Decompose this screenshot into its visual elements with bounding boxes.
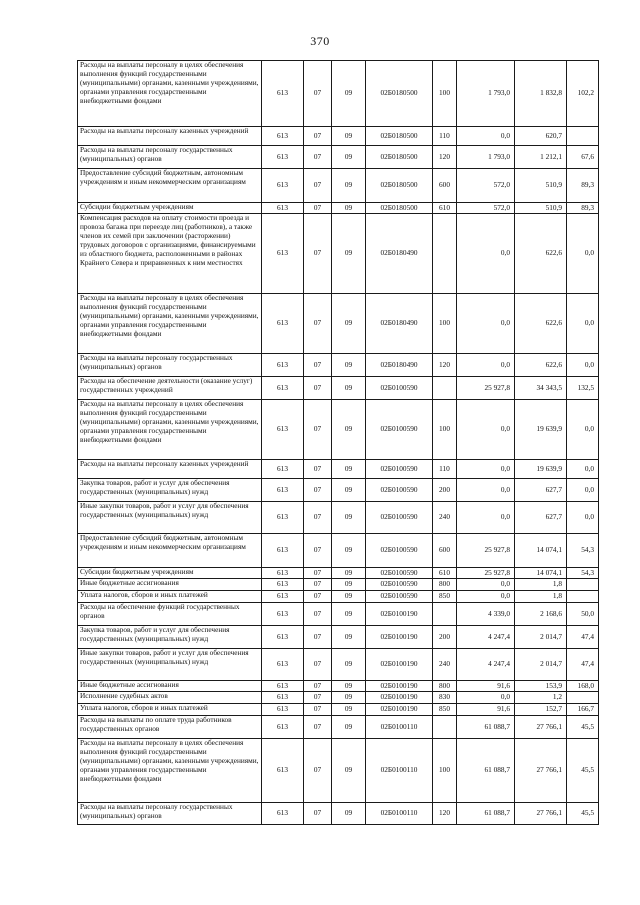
row-planned-amount: 0,0 [457,591,515,603]
table-row [78,61,599,127]
row-planned-amount: 0,0 [457,127,515,146]
row-name: Расходы на обеспечение функций государственных органов [78,603,262,626]
row-section-code: 07 [304,294,332,354]
row-expense-type-code: 800 [433,681,457,692]
row-planned-amount: 91,6 [457,681,515,692]
row-target-article-code: 02Б0180500 [366,146,433,169]
table-row [78,579,599,591]
row-planned-amount: 61 088,7 [457,803,515,825]
row-subsection-code: 09 [332,739,366,803]
table-row [78,534,599,568]
row-planned-amount: 0,0 [457,460,515,479]
row-execution-percent: 47,4 [567,626,599,649]
row-name: Субсидии бюджетным учреждениям [78,203,262,214]
row-name: Иные бюджетные ассигнования [78,579,262,591]
row-expense-type-code: 120 [433,354,457,377]
row-target-article-code: 02Б0100110 [366,803,433,825]
row-name: Иные бюджетные ассигнования [78,681,262,692]
row-grbs-code: 613 [262,61,304,127]
row-target-article-code: 02Б0100590 [366,579,433,591]
row-target-article-code: 02Б0100190 [366,692,433,704]
row-subsection-code: 09 [332,704,366,716]
row-expense-type-code: 830 [433,692,457,704]
budget-table [77,60,599,825]
row-section-code: 07 [304,649,332,681]
row-expense-type-code: 200 [433,626,457,649]
row-section-code: 07 [304,169,332,203]
table-row [78,502,599,534]
row-expense-type-code: 100 [433,739,457,803]
row-grbs-code: 613 [262,354,304,377]
row-section-code: 07 [304,146,332,169]
row-expense-type-code [433,603,457,626]
row-expense-type-code [433,716,457,739]
row-subsection-code: 09 [332,354,366,377]
row-expense-type-code: 240 [433,502,457,534]
table-row [78,626,599,649]
row-section-code: 07 [304,400,332,460]
row-name: Компенсация расходов на оплату стоимости проезда и провоза багажа при переезде лиц (работников), а также членов их семей при заключении (расторжении) трудовых договоров с организациями, финансируемыми из областного бюджета, расположенными в районах Крайнего Севера и приравненных к ним местностях [78,214,262,294]
row-name: Предоставление субсидий бюджетным, автономным учреждениям и иным некоммерческим организациям [78,169,262,203]
row-section-code: 07 [304,61,332,127]
row-name: Уплата налогов, сборов и иных платежей [78,704,262,716]
row-target-article-code: 02Б0100190 [366,681,433,692]
row-expense-type-code: 600 [433,169,457,203]
row-subsection-code: 09 [332,649,366,681]
row-section-code: 07 [304,626,332,649]
row-actual-amount: 622,6 [515,354,567,377]
row-target-article-code: 02Б0100590 [366,568,433,579]
row-expense-type-code: 100 [433,400,457,460]
row-name: Закупка товаров, работ и услуг для обеспечения государственных (муниципальных) нужд [78,479,262,502]
row-expense-type-code: 120 [433,803,457,825]
row-execution-percent [567,591,599,603]
row-planned-amount: 0,0 [457,479,515,502]
row-section-code: 07 [304,127,332,146]
row-target-article-code: 02Б0100590 [366,460,433,479]
row-planned-amount: 4 247,4 [457,649,515,681]
row-execution-percent: 47,4 [567,649,599,681]
row-subsection-code: 09 [332,146,366,169]
table-row [78,354,599,377]
row-section-code: 07 [304,681,332,692]
row-execution-percent: 89,3 [567,203,599,214]
row-grbs-code: 613 [262,681,304,692]
row-target-article-code: 02Б0180490 [366,354,433,377]
table-row [78,649,599,681]
row-section-code: 07 [304,739,332,803]
row-execution-percent: 102,2 [567,61,599,127]
row-subsection-code: 09 [332,169,366,203]
row-section-code: 07 [304,568,332,579]
row-execution-percent: 89,3 [567,169,599,203]
row-subsection-code: 09 [332,400,366,460]
row-actual-amount: 27 766,1 [515,716,567,739]
row-subsection-code: 09 [332,803,366,825]
row-execution-percent: 54,3 [567,534,599,568]
table-row [78,127,599,146]
row-actual-amount: 627,7 [515,502,567,534]
row-expense-type-code: 200 [433,479,457,502]
row-grbs-code: 613 [262,502,304,534]
row-target-article-code: 02Б0100190 [366,704,433,716]
row-execution-percent: 45,5 [567,739,599,803]
row-actual-amount: 622,6 [515,214,567,294]
row-target-article-code: 02Б0180490 [366,294,433,354]
row-actual-amount: 622,6 [515,294,567,354]
row-subsection-code: 09 [332,603,366,626]
row-expense-type-code: 610 [433,568,457,579]
row-grbs-code: 613 [262,146,304,169]
row-target-article-code: 02Б0100110 [366,739,433,803]
row-actual-amount: 2 168,6 [515,603,567,626]
row-planned-amount: 25 927,8 [457,534,515,568]
row-section-code: 07 [304,460,332,479]
row-actual-amount: 19 639,9 [515,400,567,460]
table-row [78,692,599,704]
row-name: Исполнение судебных актов [78,692,262,704]
row-section-code: 07 [304,377,332,400]
row-grbs-code: 613 [262,460,304,479]
row-execution-percent: 166,7 [567,704,599,716]
row-actual-amount: 1,8 [515,579,567,591]
row-planned-amount: 25 927,8 [457,568,515,579]
row-subsection-code: 09 [332,377,366,400]
table-row [78,203,599,214]
row-section-code: 07 [304,603,332,626]
row-target-article-code: 02Б0100190 [366,603,433,626]
row-name: Расходы на выплаты персоналу в целях обеспечения выполнения функций государственными (муниципальными) органами, казенными учреждениями, органами управления государственными внебюджетными фондами [78,739,262,803]
row-planned-amount: 4 247,4 [457,626,515,649]
table-row [78,214,599,294]
row-target-article-code: 02Б0180500 [366,203,433,214]
row-execution-percent: 67,6 [567,146,599,169]
table-row [78,681,599,692]
row-actual-amount: 2 014,7 [515,626,567,649]
row-subsection-code: 09 [332,479,366,502]
row-section-code: 07 [304,479,332,502]
row-execution-percent: 54,3 [567,568,599,579]
row-grbs-code: 613 [262,626,304,649]
row-grbs-code: 613 [262,603,304,626]
row-grbs-code: 613 [262,214,304,294]
row-expense-type-code: 240 [433,649,457,681]
row-name: Расходы на выплаты персоналу в целях обеспечения выполнения функций государственными (муниципальными) органами, казенными учреждениями, органами управления государственными внебюджетными фондами [78,400,262,460]
row-planned-amount: 4 339,0 [457,603,515,626]
row-planned-amount: 61 088,7 [457,739,515,803]
row-name: Расходы на выплаты по оплате труда работников государственных органов [78,716,262,739]
row-target-article-code: 02Б0100190 [366,626,433,649]
row-actual-amount: 14 074,1 [515,568,567,579]
row-expense-type-code: 800 [433,579,457,591]
row-grbs-code: 613 [262,579,304,591]
row-name: Предоставление субсидий бюджетным, автономным учреждениям и иным некоммерческим организациям [78,534,262,568]
row-grbs-code: 613 [262,716,304,739]
page-number: 370 [310,34,330,48]
row-execution-percent: 0,0 [567,400,599,460]
row-planned-amount: 0,0 [457,579,515,591]
row-name: Расходы на выплаты персоналу государственных (муниципальных) органов [78,354,262,377]
table-row [78,716,599,739]
row-execution-percent [567,579,599,591]
row-section-code: 07 [304,214,332,294]
row-target-article-code: 02Б0100590 [366,534,433,568]
table-row [78,169,599,203]
row-grbs-code: 613 [262,203,304,214]
row-section-code: 07 [304,203,332,214]
row-planned-amount: 61 088,7 [457,716,515,739]
row-planned-amount: 91,6 [457,704,515,716]
row-expense-type-code: 100 [433,61,457,127]
row-target-article-code: 02Б0100590 [366,502,433,534]
row-grbs-code: 613 [262,479,304,502]
row-actual-amount: 1 212,1 [515,146,567,169]
row-target-article-code: 02Б0180500 [366,127,433,146]
row-subsection-code: 09 [332,591,366,603]
row-name: Иные закупки товаров, работ и услуг для обеспечения государственных (муниципальных) нужд [78,502,262,534]
row-execution-percent: 0,0 [567,479,599,502]
row-actual-amount: 510,9 [515,169,567,203]
row-execution-percent: 0,0 [567,294,599,354]
row-section-code: 07 [304,354,332,377]
row-execution-percent [567,127,599,146]
row-grbs-code: 613 [262,739,304,803]
row-actual-amount: 34 343,5 [515,377,567,400]
row-target-article-code: 02Б0180500 [366,169,433,203]
row-actual-amount: 27 766,1 [515,803,567,825]
table-row [78,704,599,716]
row-expense-type-code: 850 [433,704,457,716]
table-row [78,603,599,626]
row-name: Расходы на выплаты персоналу в целях обеспечения выполнения функций государственными (муниципальными) органами, казенными учреждениями, органами управления государственными внебюджетными фондами [78,61,262,127]
row-actual-amount: 153,9 [515,681,567,692]
row-actual-amount: 27 766,1 [515,739,567,803]
row-execution-percent: 168,0 [567,681,599,692]
row-name: Расходы на выплаты персоналу казенных учреждений [78,127,262,146]
row-actual-amount: 1 832,8 [515,61,567,127]
row-execution-percent: 0,0 [567,502,599,534]
row-expense-type-code: 600 [433,534,457,568]
row-actual-amount: 19 639,9 [515,460,567,479]
row-subsection-code: 09 [332,214,366,294]
row-actual-amount: 620,7 [515,127,567,146]
row-execution-percent: 132,5 [567,377,599,400]
row-subsection-code: 09 [332,692,366,704]
row-target-article-code: 02Б0180490 [366,214,433,294]
row-subsection-code: 09 [332,294,366,354]
row-grbs-code: 613 [262,534,304,568]
table-row [78,568,599,579]
row-name: Закупка товаров, работ и услуг для обеспечения государственных (муниципальных) нужд [78,626,262,649]
row-planned-amount: 25 927,8 [457,377,515,400]
row-name: Расходы на выплаты персоналу государственных (муниципальных) органов [78,146,262,169]
row-planned-amount: 572,0 [457,203,515,214]
row-execution-percent: 0,0 [567,354,599,377]
row-planned-amount: 1 793,0 [457,61,515,127]
row-subsection-code: 09 [332,681,366,692]
row-execution-percent [567,692,599,704]
row-section-code: 07 [304,803,332,825]
row-expense-type-code: 100 [433,294,457,354]
row-planned-amount: 0,0 [457,354,515,377]
row-grbs-code: 613 [262,591,304,603]
row-section-code: 07 [304,591,332,603]
row-grbs-code: 613 [262,803,304,825]
table-row [78,803,599,825]
row-execution-percent: 45,5 [567,803,599,825]
row-subsection-code: 09 [332,534,366,568]
row-name: Расходы на выплаты персоналу казенных учреждений [78,460,262,479]
row-name: Расходы на обеспечение деятельности (оказание услуг) государственных учреждений [78,377,262,400]
row-expense-type-code [433,377,457,400]
row-actual-amount: 152,7 [515,704,567,716]
row-grbs-code: 613 [262,169,304,203]
row-subsection-code: 09 [332,579,366,591]
row-expense-type-code: 610 [433,203,457,214]
row-grbs-code: 613 [262,127,304,146]
row-target-article-code: 02Б0100590 [366,377,433,400]
row-subsection-code: 09 [332,716,366,739]
row-target-article-code: 02Б0100110 [366,716,433,739]
row-actual-amount: 1,8 [515,591,567,603]
row-subsection-code: 09 [332,127,366,146]
row-section-code: 07 [304,692,332,704]
row-name: Расходы на выплаты персоналу в целях обеспечения выполнения функций государственными (муниципальными) органами, казенными учреждениями, органами управления государственными внебюджетными фондами [78,294,262,354]
row-planned-amount: 572,0 [457,169,515,203]
row-expense-type-code: 120 [433,146,457,169]
row-target-article-code: 02Б0100590 [366,479,433,502]
row-name: Расходы на выплаты персоналу государственных (муниципальных) органов [78,803,262,825]
row-target-article-code: 02Б0100190 [366,649,433,681]
table-row [78,739,599,803]
row-subsection-code: 09 [332,61,366,127]
row-expense-type-code: 110 [433,460,457,479]
row-planned-amount: 0,0 [457,692,515,704]
row-target-article-code: 02Б0100590 [366,591,433,603]
row-section-code: 07 [304,716,332,739]
table-row [78,400,599,460]
table-row [78,294,599,354]
row-name: Иные закупки товаров, работ и услуг для обеспечения государственных (муниципальных) нужд [78,649,262,681]
row-planned-amount: 0,0 [457,502,515,534]
row-actual-amount: 1,2 [515,692,567,704]
row-actual-amount: 627,7 [515,479,567,502]
row-section-code: 07 [304,502,332,534]
table-row [78,377,599,400]
row-name: Уплата налогов, сборов и иных платежей [78,591,262,603]
row-expense-type-code: 110 [433,127,457,146]
row-subsection-code: 09 [332,626,366,649]
row-grbs-code: 613 [262,649,304,681]
row-grbs-code: 613 [262,377,304,400]
row-subsection-code: 09 [332,203,366,214]
table-row [78,460,599,479]
row-name: Субсидии бюджетным учреждениям [78,568,262,579]
table-row [78,146,599,169]
row-actual-amount: 510,9 [515,203,567,214]
row-section-code: 07 [304,704,332,716]
row-grbs-code: 613 [262,400,304,460]
table-row [78,479,599,502]
row-target-article-code: 02Б0100590 [366,400,433,460]
row-planned-amount: 0,0 [457,214,515,294]
row-section-code: 07 [304,534,332,568]
row-grbs-code: 613 [262,568,304,579]
table-row [78,591,599,603]
row-execution-percent: 45,5 [567,716,599,739]
row-grbs-code: 613 [262,692,304,704]
row-grbs-code: 613 [262,294,304,354]
row-subsection-code: 09 [332,568,366,579]
row-subsection-code: 09 [332,460,366,479]
row-grbs-code: 613 [262,704,304,716]
row-expense-type-code: 850 [433,591,457,603]
row-actual-amount: 14 074,1 [515,534,567,568]
row-section-code: 07 [304,579,332,591]
row-planned-amount: 1 793,0 [457,146,515,169]
row-planned-amount: 0,0 [457,294,515,354]
row-subsection-code: 09 [332,502,366,534]
row-execution-percent: 0,0 [567,214,599,294]
row-expense-type-code [433,214,457,294]
row-target-article-code: 02Б0180500 [366,61,433,127]
row-execution-percent: 0,0 [567,460,599,479]
row-planned-amount: 0,0 [457,400,515,460]
row-execution-percent: 50,0 [567,603,599,626]
row-actual-amount: 2 014,7 [515,649,567,681]
